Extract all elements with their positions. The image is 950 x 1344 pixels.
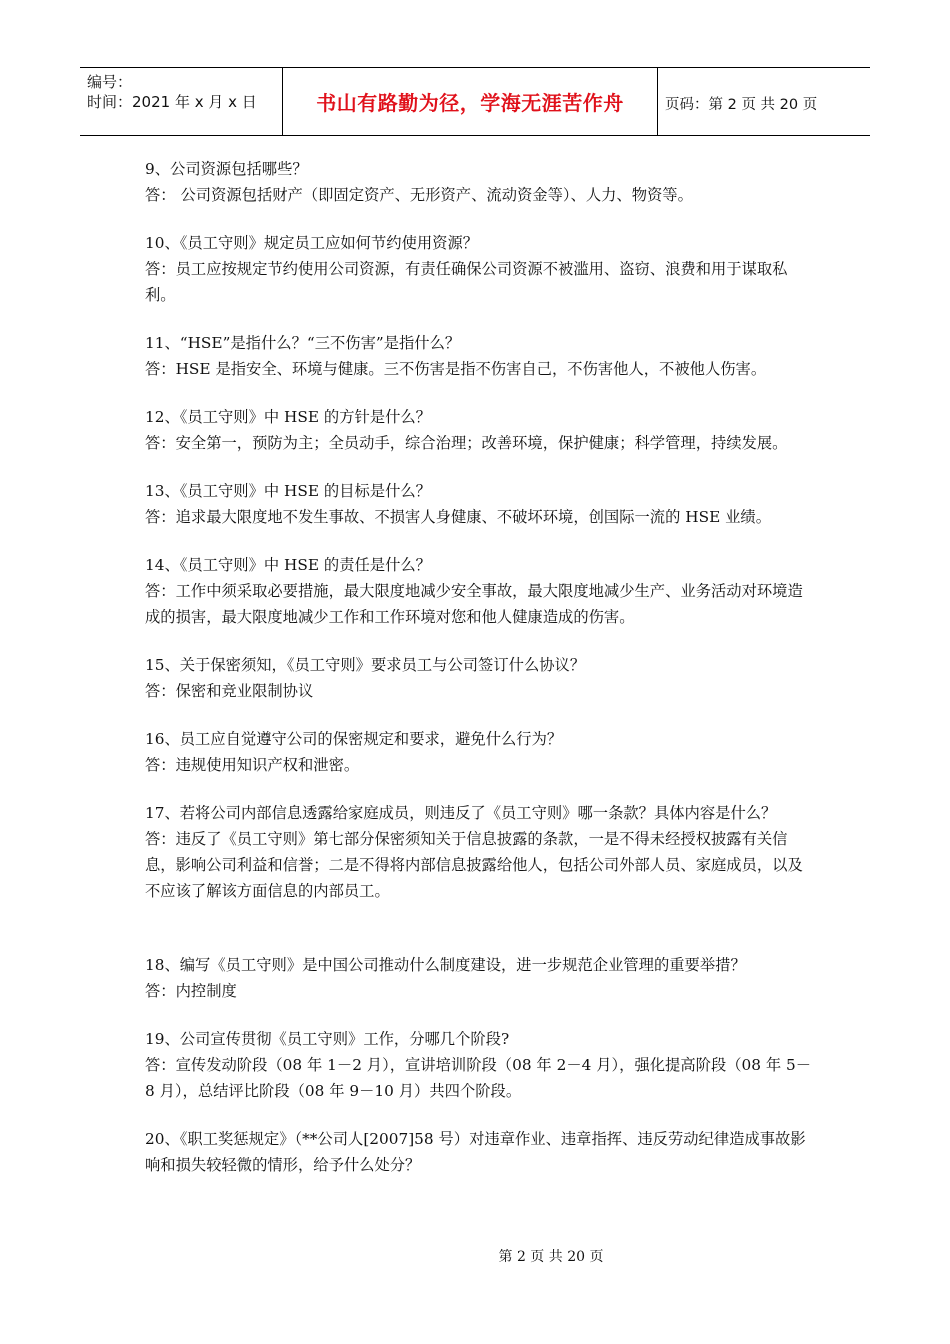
question: 10、《员工守则》规定员工应如何节约使用资源？ xyxy=(145,234,479,252)
question: 16、员工应自觉遵守公司的保密规定和要求，避免什么行为？ xyxy=(145,730,563,748)
question: 19、公司宣传贯彻《员工守则》工作，分哪几个阶段? xyxy=(145,1030,510,1048)
header-meta xyxy=(80,68,282,135)
question: 18、编写《员工守则》是中国公司推动什么制度建设，进一步规范企业管理的重要举措？ xyxy=(145,956,746,974)
time-label: 时间：2021 年 x 月 x 日 xyxy=(87,93,257,111)
qa-item xyxy=(145,726,813,778)
answer: 答：安全第一，预防为主；全员动手，综合治理；改善环境，保护健康；科学管理，持续发展。 xyxy=(145,434,788,452)
question: 15、关于保密须知，《员工守则》要求员工与公司签订什么协议？ xyxy=(145,656,586,674)
footer-page-number: 第 2 页 共 20 页 xyxy=(498,1249,604,1265)
question: 14、《员工守则》中 HSE 的责任是什么？ xyxy=(145,556,431,574)
qa-item xyxy=(145,952,813,1004)
qa-item xyxy=(145,330,813,382)
question: 9、公司资源包括哪些？ xyxy=(145,160,308,178)
qa-item xyxy=(145,156,813,208)
question: 13、《员工守则》中 HSE 的目标是什么？ xyxy=(145,482,431,500)
page-footer xyxy=(0,1246,950,1266)
page-header xyxy=(80,67,870,136)
answer: 答：保密和竞业限制协议 xyxy=(145,682,314,700)
qa-item xyxy=(145,478,813,530)
qa-item xyxy=(145,552,813,630)
question: 17、若将公司内部信息透露给家庭成员，则违反了《员工守则》哪一条款？具体内容是什么？ xyxy=(145,804,777,822)
qa-item xyxy=(145,230,813,308)
qa-item xyxy=(145,1126,813,1178)
answer: 答：宣传发动阶段（08 年 1－2 月），宣讲培训阶段（08 年 2－4 月），强化提高阶段（08 年 5－8 月），总结评比阶段（08 年 9－10 月）共四个阶段。 xyxy=(145,1056,812,1100)
qa-item xyxy=(145,404,813,456)
header-page-info: 页码：第 2 页 共 20 页 xyxy=(665,97,818,113)
answer: 答： 公司资源包括财产（即固定资产、无形资产、流动资金等）、人力、物资等。 xyxy=(145,186,693,204)
question: 11、“HSE”是指什么？“三不伤害”是指什么？ xyxy=(145,334,461,352)
answer: 答：违规使用知识产权和泄密。 xyxy=(145,756,360,774)
qa-item xyxy=(145,652,813,704)
answer: 答：工作中须采取必要措施，最大限度地减少安全事故，最大限度地减少生产、业务活动对环境造成的损害，最大限度地减少工作和工作环境对您和他人健康造成的伤害。 xyxy=(145,582,803,626)
qa-item xyxy=(145,800,813,904)
qa-item xyxy=(145,1026,813,1104)
answer: 答：HSE 是指安全、环境与健康。三不伤害是指不伤害自己，不伤害他人，不被他人伤害。 xyxy=(145,360,767,378)
answer: 答：违反了《员工守则》第七部分保密须知关于信息披露的条款，一是不得未经授权披露有关信息，影响公司利益和信誉；二是不得将内部信息披露给他人，包括公司外部人员、家庭成员，以及不应该了解该方面信息的内部员工。 xyxy=(145,830,803,900)
qa-list xyxy=(145,156,813,1200)
answer: 答：追求最大限度地不发生事故、不损害人身健康、不破坏环境，创国际一流的 HSE 业绩。 xyxy=(145,508,771,526)
question: 12、《员工守则》中 HSE 的方针是什么？ xyxy=(145,408,431,426)
question: 20、《职工奖惩规定》（**公司人[2007]58 号）对违章作业、违章指挥、违反劳动纪律造成事故影响和损失较轻微的情形，给予什么处分？ xyxy=(145,1130,806,1174)
serial-label: 编号： xyxy=(87,73,133,91)
answer: 答：员工应按规定节约使用公司资源，有责任确保公司资源不被滥用、盗窃、浪费和用于谋取私利。 xyxy=(145,260,788,304)
header-motto: 书山有路勤为径，学海无涯苦作舟 xyxy=(282,68,658,135)
answer: 答：内控制度 xyxy=(145,982,237,1000)
